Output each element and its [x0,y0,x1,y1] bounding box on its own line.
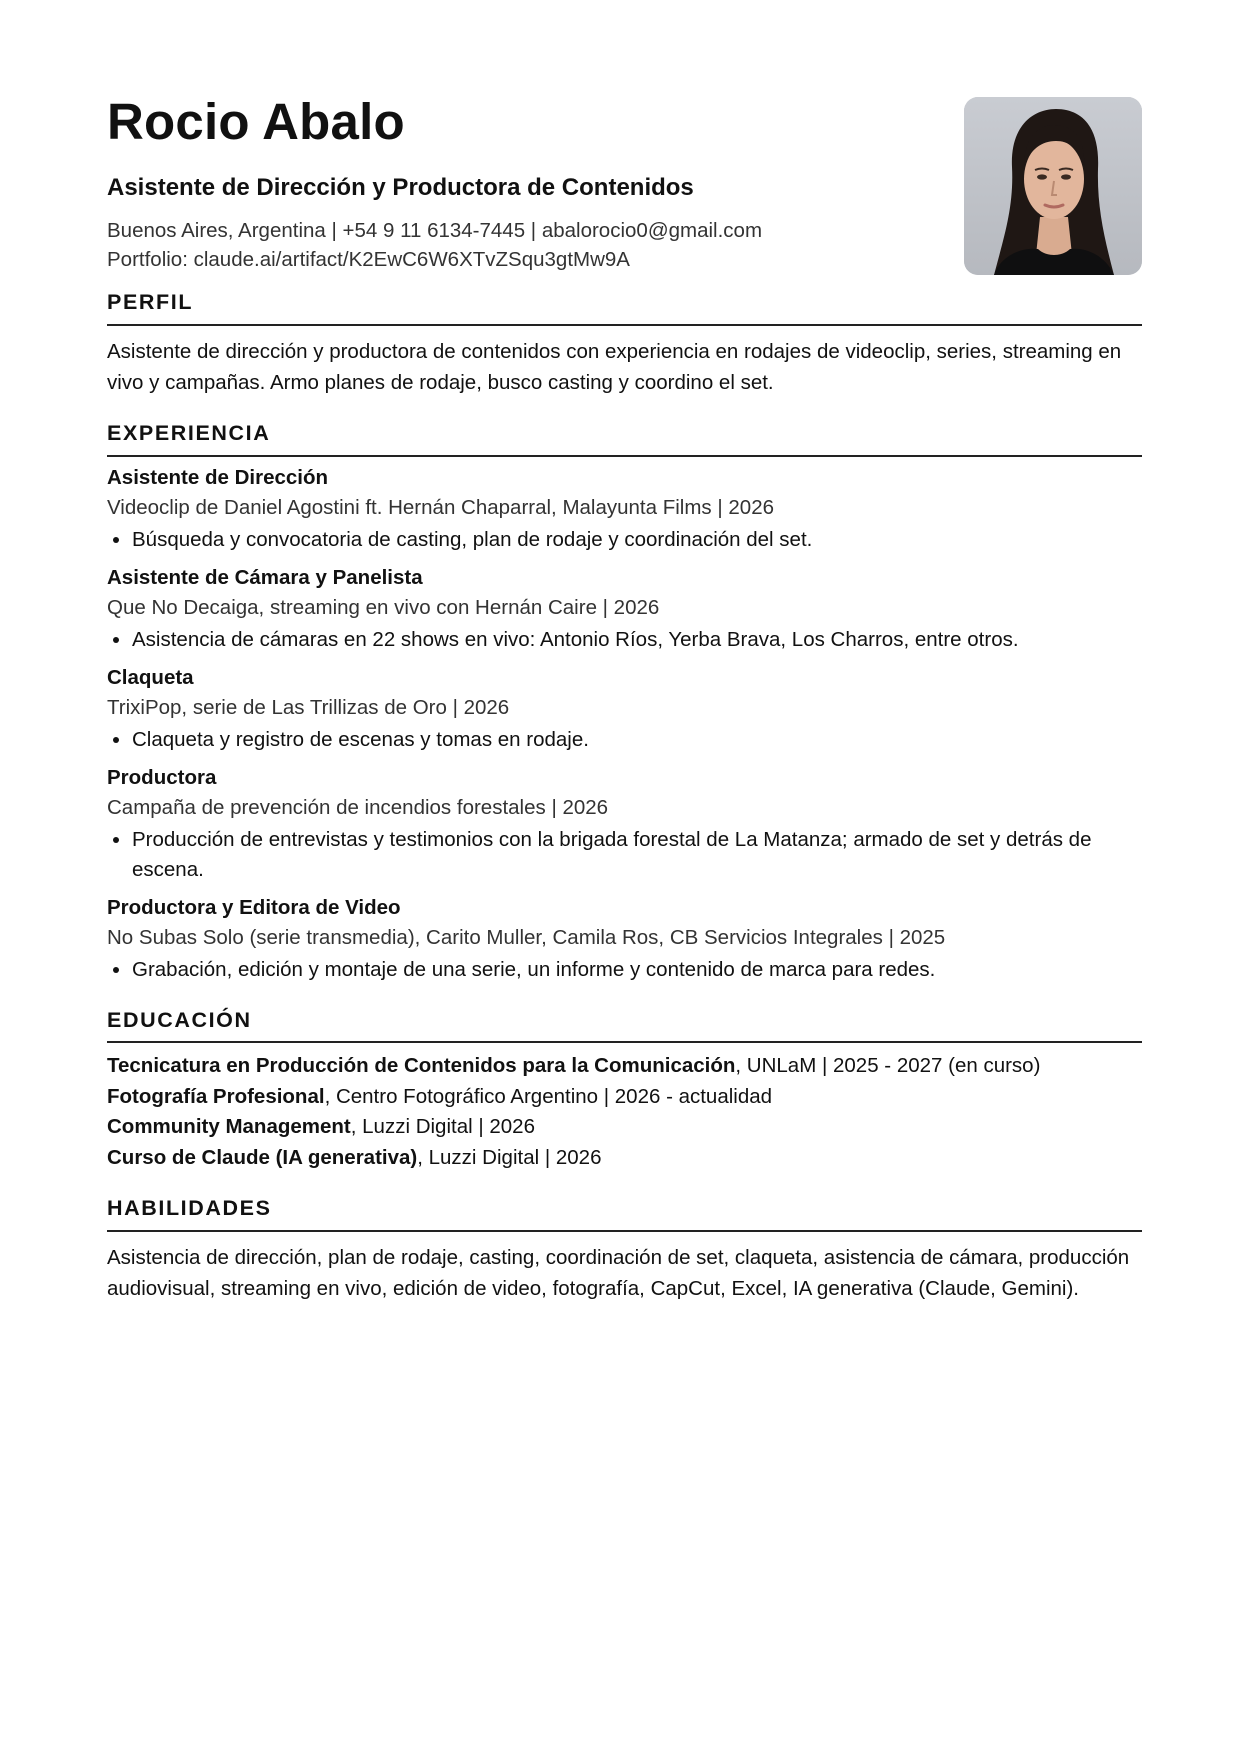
resume-content [107,0,1142,1304]
job-title: Claqueta [107,665,194,689]
job-subtitle: TrixiPop, serie de Las Trillizas de Oro | 2026 [107,695,510,719]
education-name: Fotografía Profesional [107,1084,325,1108]
habilidades-text: Asistencia de dirección, plan de rodaje, casting, coordinación de set, claqueta, asistencia de cámara, producción audiovisual, streaming en vivo, edición de video, fotografía, CapCut, Excel, IA generativa (Claude, Gemini). [107,1246,1130,1301]
job-entry [107,663,1142,755]
job-bullets [107,725,1142,755]
job-bullet: • Asistencia de cámaras en 22 shows en vivo: Antonio Ríos, Yerba Brava, Los Charros, entre otros. [132,625,1142,655]
job-entry [107,463,1142,555]
job-title: Asistente de Dirección [107,465,329,489]
job-entry [107,893,1142,985]
contact-block [107,216,762,274]
job-bullets [107,955,1142,985]
job-title: Productora y Editora de Video [107,895,401,919]
job-subtitle: Que No Decaiga, streaming en vivo con Hernán Caire | 2026 [107,595,660,619]
section-experiencia [107,421,1142,985]
job-entry [107,563,1142,655]
job-bullet: • Claqueta y registro de escenas y tomas en rodaje. [132,725,1142,755]
education-list [107,1051,1142,1173]
education-detail: , Centro Fotográfico Argentino | 2026 - actualidad [324,1084,773,1108]
candidate-name: Rocio Abalo [107,93,405,150]
job-subtitle: Campaña de prevención de incendios forestales | 2026 [107,795,609,819]
education-item [107,1112,1142,1143]
section-educacion [107,1008,1142,1174]
resume-header [107,0,1142,290]
job-bullet: • Producción de entrevistas y testimonios con la brigada forestal de La Matanza; armado de set y detrás de escena. [132,825,1142,885]
job-bullets [107,525,1142,555]
education-detail: , Luzzi Digital | 2026 [350,1115,535,1139]
education-item [107,1143,1142,1174]
section-perfil [107,290,1142,398]
education-detail: , UNLaM | 2025 - 2027 (en curso) [735,1054,1041,1078]
job-subtitle: No Subas Solo (serie transmedia), Carito Muller, Camila Ros, CB Servicios Integrales | 2025 [107,925,946,949]
job-list [107,463,1142,985]
section-title-habilidades: HABILIDADES [107,1196,1142,1232]
section-title-perfil: PERFIL [107,290,1142,326]
job-bullet: • Grabación, edición y montaje de una serie, un informe y contenido de marca para redes. [132,955,1142,985]
job-bullet: • Búsqueda y convocatoria de casting, plan de rodaje y coordinación del set. [132,525,1142,555]
education-name: Curso de Claude (IA generativa) [107,1145,418,1169]
education-item [107,1051,1142,1082]
section-habilidades [107,1196,1142,1304]
education-item [107,1082,1142,1113]
portfolio-line: Portfolio: claude.ai/artifact/K2EwC6W6XTvZSqu3gtMw9A [107,248,630,271]
education-name: Tecnicatura en Producción de Contenidos para la Comunicación [107,1054,736,1078]
section-title-educacion: EDUCACIÓN [107,1008,1142,1044]
education-detail: , Luzzi Digital | 2026 [417,1145,602,1169]
perfil-text: Asistente de dirección y productora de contenidos con experiencia en rodajes de videoclip, series, streaming en vivo y campañas. Armo planes de rodaje, busco casting y coordino el set. [107,339,1122,394]
contact-line: Buenos Aires, Argentina | +54 9 11 6134-7445 | abalorocio0@gmail.com [107,219,763,242]
job-subtitle: Videoclip de Daniel Agostini ft. Hernán Chaparral, Malayunta Films | 2026 [107,495,775,519]
education-name: Community Management [107,1115,351,1139]
job-entry [107,763,1142,885]
job-bullets [107,825,1142,885]
job-title: Productora [107,765,217,789]
job-bullets [107,625,1142,655]
section-title-experiencia: EXPERIENCIA [107,421,1142,457]
candidate-role: Asistente de Dirección y Productora de Contenidos [107,174,694,201]
profile-photo [964,97,1142,275]
job-title: Asistente de Cámara y Panelista [107,565,423,589]
